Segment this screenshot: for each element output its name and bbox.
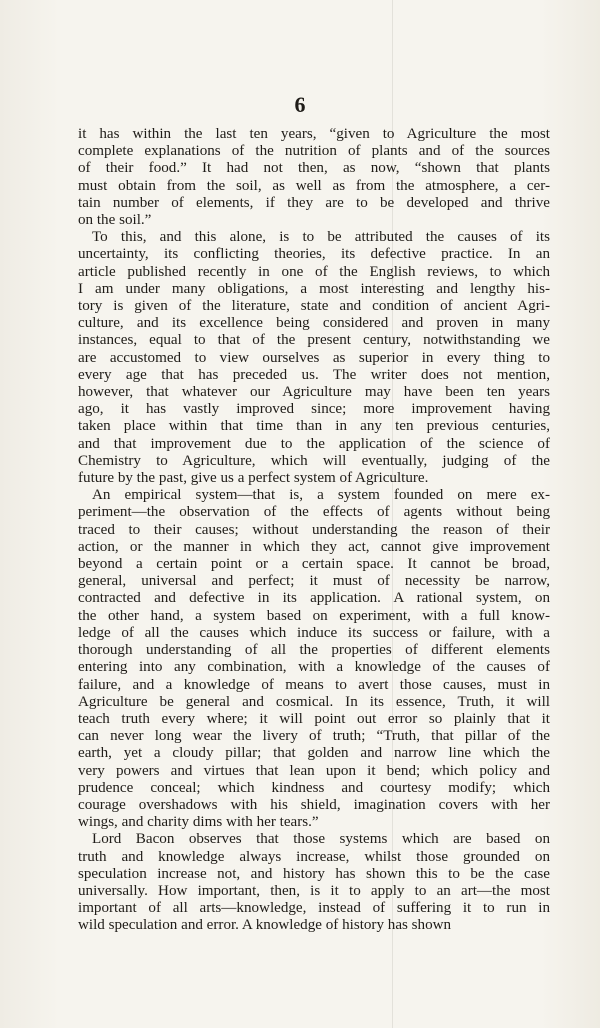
text-line: uncertainty, its conflicting theories, its defective practice. In an — [78, 246, 550, 263]
paragraph — [78, 126, 550, 229]
text-line: complete explanations of the nutrition of plants and of the sources — [78, 143, 550, 160]
text-line: prudence conceal; which kindness and courtesy modify; which — [78, 779, 550, 796]
text-line: can never long wear the livery of truth; “Truth, that pillar of the — [78, 728, 550, 745]
text-line: ago, it has vastly improved since; more improvement having — [78, 401, 550, 418]
text-line: To this, and this alone, is to be attributed the causes of its — [92, 229, 550, 246]
text-line: truth and knowledge always increase, whilst those grounded on — [78, 848, 550, 865]
text-line: ledge of all the causes which induce its success or failure, with a — [78, 624, 550, 641]
text-line: of their food.” It had not then, as now, “shown that plants — [78, 160, 550, 177]
text-line: beyond a certain point or a certain space. It cannot be broad, — [78, 556, 550, 573]
text-line: it has within the last ten years, “given to Agriculture the most — [78, 126, 550, 142]
text-line: on the soil.” — [78, 212, 152, 229]
text-line: traced to their causes; without understanding the reason of their — [78, 521, 550, 538]
page-number: 6 — [294, 92, 306, 117]
text-line: wings, and charity dims with her tears.” — [78, 814, 319, 831]
text-line: and that improvement due to the application of the science of — [78, 435, 550, 452]
text-line: however, that whatever our Agriculture may have been ten years — [78, 384, 550, 401]
text-line: must obtain from the soil, as well as from the atmosphere, a cer- — [78, 177, 550, 194]
text-line: the other hand, a system based on experiment, with a full know- — [78, 607, 550, 624]
text-line: instances, equal to that of the present century, notwithstanding we — [78, 332, 550, 349]
text-line: taken place within that time than in any ten previous centuries, — [78, 418, 550, 435]
text-line: periment—the observation of the effects of agents without being — [78, 504, 550, 521]
text-line: important of all arts—knowledge, instead of suffering it to run in — [78, 900, 550, 917]
text-line: universally. How important, then, is it to apply to an art—the most — [78, 882, 550, 899]
text-line: culture, and its excellence being considered and proven in many — [78, 315, 550, 332]
text-line: future by the past, give us a perfect system of Agriculture. — [78, 470, 429, 487]
text-line: earth, yet a cloudy pillar; that golden and narrow line which the — [78, 745, 550, 762]
text-line: Lord Bacon observes that those systems which are based on — [92, 831, 550, 848]
text-line: teach truth every where; it will point out error so plainly that it — [78, 710, 550, 727]
paragraph — [78, 229, 550, 487]
text-line: entering into any combination, with a knowledge of the causes of — [78, 659, 550, 676]
body-text — [78, 126, 550, 935]
text-line: Agriculture be general and cosmical. In its essence, Truth, it will — [78, 693, 550, 710]
text-line: action, or the manner in which they act, cannot give improvement — [78, 538, 550, 555]
text-line: wild speculation and error. A knowledge of history has shown — [78, 917, 452, 934]
text-line: speculation increase not, and history has shown this to be the case — [78, 865, 550, 882]
paragraph — [78, 487, 550, 831]
text-line: very powers and virtues that lean upon it bend; which policy and — [78, 762, 550, 779]
text-line: I am under many obligations, a most interesting and lengthy his- — [78, 280, 550, 297]
text-line: thorough understanding of all the properties of different elements — [78, 642, 550, 659]
text-line: every age that has preceded us. The writer does not mention, — [78, 366, 550, 383]
text-line: tory is given of the literature, state and condition of ancient Agri- — [78, 298, 550, 315]
text-line: Chemistry to Agriculture, which will eventually, judging of the — [78, 452, 550, 469]
text-line: tain number of elements, if they are to be developed and thrive — [78, 194, 550, 211]
text-line: failure, and a knowledge of means to avert those causes, must in — [78, 676, 550, 693]
paragraph — [78, 831, 550, 934]
text-line: are accustomed to view ourselves as superior in every thing to — [78, 349, 550, 366]
text-line: courage overshadows with his shield, imagination covers with her — [78, 796, 550, 813]
text-line: general, universal and perfect; it must of necessity be narrow, — [78, 573, 550, 590]
text-line: article published recently in one of the English reviews, to which — [78, 263, 550, 280]
text-line: contracted and defective in its application. A rational system, on — [78, 590, 550, 607]
text-line: An empirical system—that is, a system founded on mere ex- — [92, 487, 550, 504]
